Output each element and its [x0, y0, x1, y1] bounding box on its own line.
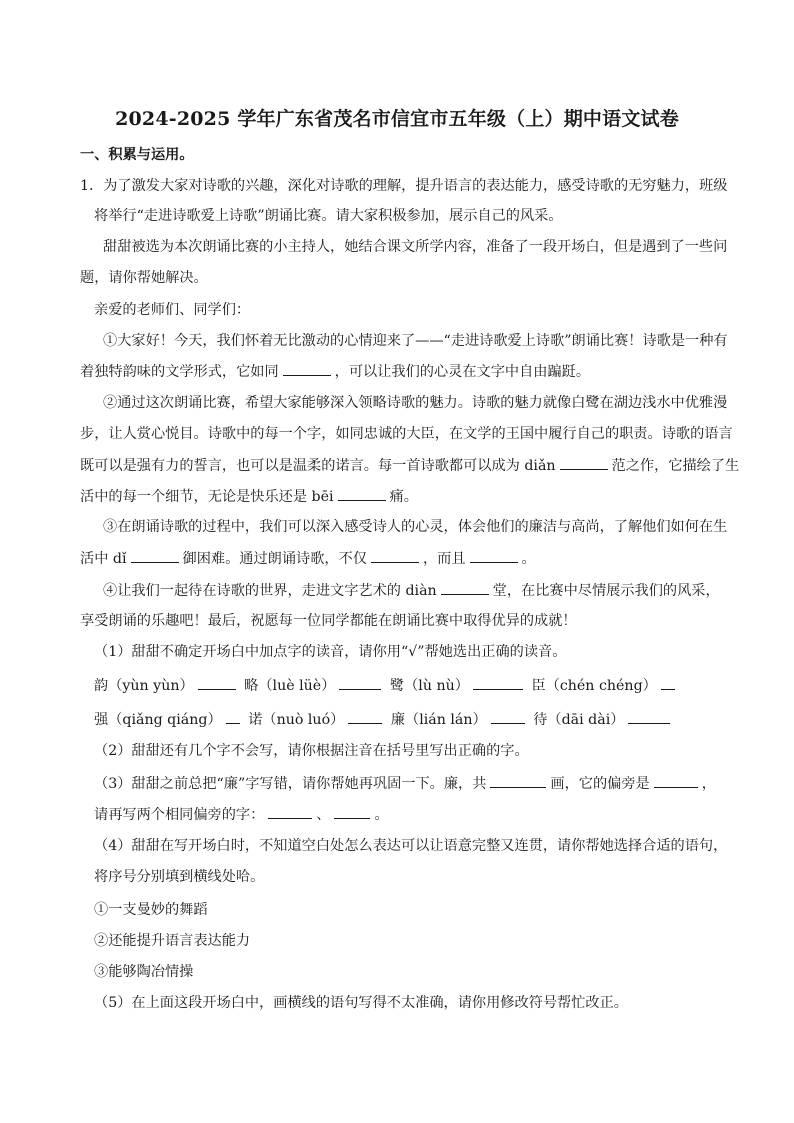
paragraph-line: 享受朗诵的乐趣吧！最后，祝愿每一位同学都能在朗诵比赛中取得优异的成就！ [80, 613, 577, 629]
fill-blank[interactable] [371, 548, 419, 563]
page-title: 2024-2025 学年广东省茂名市信宜市五年级（上）期中语文试卷 [115, 108, 679, 130]
question-intro-line: 将举行“走进诗歌爱上诗歌”朗诵比赛。请大家积极参加，展示自己的风采。 [94, 208, 563, 224]
subquestion-4: （4）甜甜在写开场白时，不知道空白处怎么表达可以让语意完整又连贯，请你帮她选择合适的语句， [94, 838, 728, 854]
subquestion-5: （5）在上面这段开场白中，画横线的语句写得不太准确，请你用修改符号帮忙改正。 [94, 995, 628, 1011]
paragraph-line: ①大家好！今天，我们怀着无比激动的心情迎来了——“走进诗歌爱上诗歌”朗诵比赛！诗歌是一种有 [103, 333, 728, 349]
paragraph-line [80, 455, 739, 476]
answer-blank[interactable] [473, 675, 523, 690]
pron-option: 廉（lián lán） [390, 712, 487, 728]
paragraph-line [80, 486, 418, 507]
text-fragment: ④让我们一起待在诗歌的世界，走进文字艺术的 diàn [103, 583, 437, 599]
fill-blank[interactable] [441, 580, 489, 595]
fill-blank[interactable] [334, 804, 370, 819]
fill-blank[interactable] [470, 548, 518, 563]
section-heading: 一、积累与运用。 [80, 147, 194, 163]
text-fragment: 御困难。通过朗诵诗歌，不仅 [182, 551, 367, 567]
paragraph-line: ②通过这次朗诵比赛，希望大家能够深入领略诗歌的魅力。诗歌的魅力就像白鹭在湖边浅水中优雅漫 [103, 395, 728, 411]
text-fragment: 范之作，它描绘了生 [611, 458, 740, 474]
answer-blank[interactable] [491, 709, 525, 724]
text-fragment: 。 [374, 807, 389, 823]
subquestion-4-line: 将序号分别填到横线处哈。 [94, 869, 265, 885]
subquestion-3-line [94, 804, 389, 825]
text-fragment: ，可以让我们的心灵在文字中自由蹁跹。 [334, 364, 591, 380]
text-fragment: （3）甜甜之前总把“廉”字写错，请你帮她再巩固一下。廉，共 [94, 776, 487, 792]
paragraph-line: ③在朗诵诗歌的过程中，我们可以深入感受诗人的心灵，体会他们的廉洁与高尚，了解他们如何在生 [103, 519, 728, 535]
pron-option: 鹭（lù nù） [389, 678, 469, 694]
pron-option: 待（dāi dài） [533, 712, 625, 728]
answer-blank[interactable] [661, 675, 675, 690]
option-item: ①一支曼妙的舞蹈 [94, 902, 208, 918]
subquestion-1: （1）甜甜不确定开场白中加点字的读音，请你用“√”帮她选出正确的读音。 [94, 644, 567, 660]
text-fragment: 痛。 [389, 489, 418, 505]
text-fragment: 请再写两个相同偏旁的字： [94, 807, 265, 823]
paragraph-line: 步，让人赏心悦目。诗歌中的每一个字，如同忠诚的大臣，在文学的王国中履行自己的职责。诗歌的语言 [80, 426, 733, 442]
answer-blank[interactable] [628, 709, 670, 724]
pronunciation-row [94, 675, 679, 696]
answer-blank[interactable] [348, 709, 382, 724]
text-fragment: ，而且 [422, 551, 466, 567]
fill-blank[interactable] [654, 773, 698, 788]
question-intro-line: 甜甜被选为本次朗诵比赛的小主持人，她结合课文所学内容，准备了一段开场白，但是遇到了一些问 [103, 239, 728, 255]
option-item: ②还能提升语言表达能力 [94, 933, 251, 949]
fill-blank[interactable] [338, 486, 386, 501]
greeting-line: 亲爱的老师们、同学们： [94, 302, 251, 318]
text-fragment: 画，它的偏旁是 [550, 776, 650, 792]
fill-blank[interactable] [268, 804, 312, 819]
text-fragment: ， [701, 776, 716, 792]
fill-blank[interactable] [490, 773, 546, 788]
fill-blank[interactable] [283, 361, 331, 376]
text-fragment: 。 [521, 551, 536, 567]
question-intro-line: 1．为了激发大家对诗歌的兴趣，深化对诗歌的理解，提升语言的表达能力，感受诗歌的无穷魅力，班级 [80, 178, 728, 194]
text-fragment: 着独特韵味的文学形式，它如同 [80, 364, 279, 380]
pron-option: 韵（yùn yùn） [94, 678, 194, 694]
option-item: ③能够陶冶情操 [94, 964, 194, 980]
pron-option: 强（qiǎng qiáng） [94, 712, 222, 728]
fill-blank[interactable] [131, 548, 179, 563]
answer-blank[interactable] [339, 675, 381, 690]
paragraph-line [103, 580, 720, 601]
subquestion-3 [94, 773, 716, 794]
paragraph-line [80, 548, 536, 569]
pron-option: 略（luè lüè） [244, 678, 336, 694]
text-fragment: 活中 dǐ [80, 551, 127, 567]
text-fragment: 、 [316, 807, 331, 823]
text-fragment: 堂，在比赛中尽情展示我们的风采， [492, 583, 720, 599]
pron-option: 臣（chén chéng） [531, 678, 657, 694]
text-fragment: 活中的每一个细节，无论是快乐还是 bēi [80, 489, 334, 505]
pron-option: 诺（nuò luó） [248, 712, 345, 728]
text-fragment: 既可以是强有力的誓言，也可以是温柔的诺言。每一首诗歌都可以成为 diǎn [80, 458, 556, 474]
paragraph-line [80, 361, 590, 382]
pronunciation-row [94, 709, 674, 730]
question-intro-line: 题，请你帮她解决。 [80, 270, 208, 286]
subquestion-2: （2）甜甜还有几个字不会写，请你根据注音在括号里写出正确的字。 [94, 743, 529, 759]
answer-blank[interactable] [226, 709, 240, 724]
fill-blank[interactable] [560, 455, 608, 470]
answer-blank[interactable] [198, 675, 236, 690]
